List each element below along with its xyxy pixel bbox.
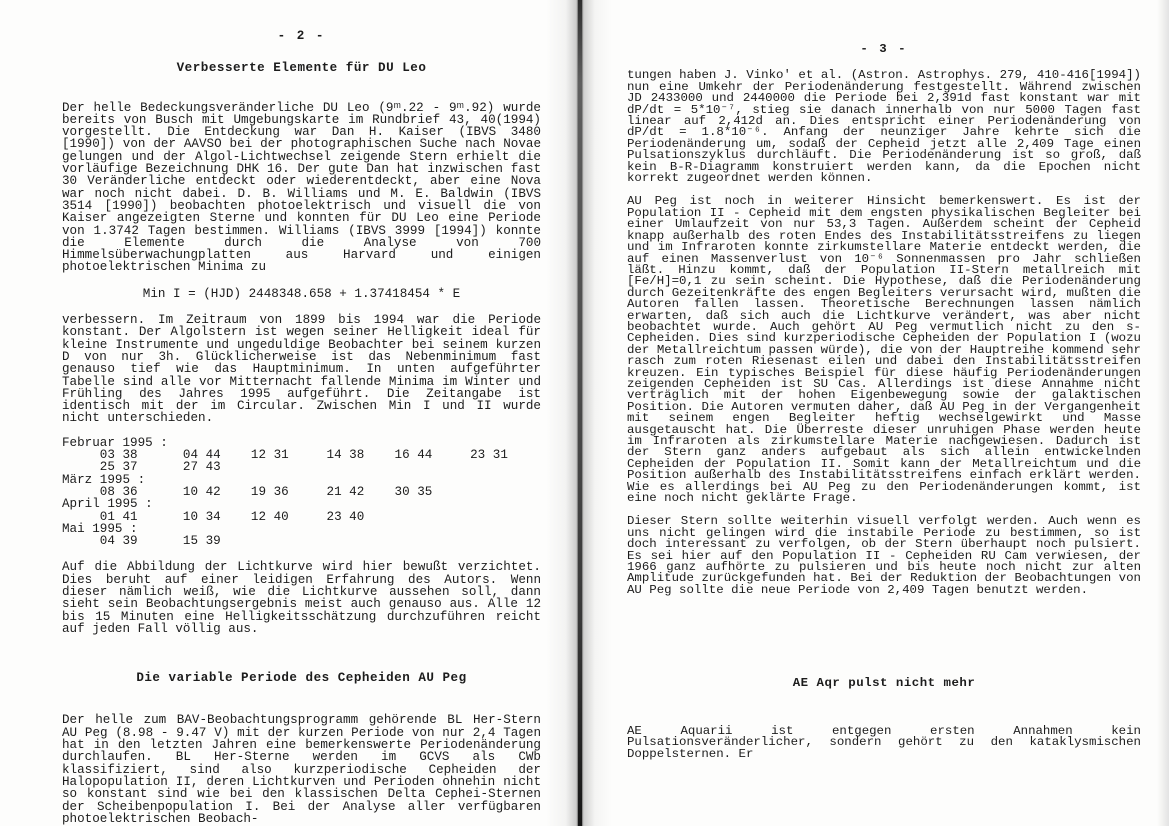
section-title-au-peg: Die variable Periode des Cepheiden AU Peg [136, 671, 467, 686]
minima-table-row: 25 37 27 43 [62, 460, 221, 475]
page-2 [62, 30, 541, 825]
du-leo-paragraph-2: verbessern. Im Zeitraum von 1899 bis 1994 war die Periode konstant. Der Algolstern ist wegen seiner Helligkeit ideal für kleine Instrumente und ungeduldige Beobachter bei seinem kurzen D von nur 3h. Glücklicherweise ist das Nebenminimum fast genauso tief wie das Hauptminimum. In unten aufgeführter Tabelle sind alle vor Mitternacht fallende Minima im Winter und Frühling des Jahres 1995 aufgeführt. Die Zeitangabe ist identisch mit der im Circular. Zwischen Min I und II wurde nicht unterschieden. [62, 313, 541, 426]
minima-table-row: 08 36 10 42 19 36 21 42 30 35 [62, 484, 433, 499]
section-title-ae-aqr: AE Aqr pulst nicht mehr [792, 676, 976, 691]
du-leo-paragraph-3: Auf die Abbildung der Lichtkurve wird hier bewußt verzichtet. Dies beruht auf einer leidigen Erfahrung des Autors. Wenn dieser nämlich weiß, wie die Lichtkurve aussehen soll, dann sieht sein Beobachtungsergebnis meist auch genauso aus. Alle 12 bis 15 Minuten eine Helligkeitsschätzung durchzuführen reicht auf jeden Fall völlig aus. [62, 560, 541, 636]
du-leo-paragraph-1: Der helle Bedeckungsveränderliche DU Leo (9ᵐ.22 - 9ᵐ.92) wurde bereits von Busch mit Umgebungskarte im Rundbrief 43, 40(1994) vorgestellt. Die Entdeckung war Dan H. Kaiser (IBVS 3480 [1990]) von der AAVSO bei der photographischen Suche nach Novae gelungen und der Algol-Lichtwechsel zeigende Stern erhielt die vorläufige Bezeichnung DHK 16. Der gute Dan hat inzwischen fast 30 Veränderliche entdeckt oder wiederentdeckt, aber eine Nova war noch nicht dabei. D. B. Williams und M. E. Baldwin (IBVS 3514 [1990]) beobachten photoelektrisch und visuell die von Kaiser angezeigten Sterne und konnten für DU Leo eine Periode von 1.3742 Tagen bestimmen. Williams (IBVS 3999 [1994]) konnte die Elemente durch die Analyse von 700 Himmelsüberwachungplatten aus Harvard und einigen photoelektrischen Minima zu [62, 100, 541, 275]
minima-table-row: 04 39 15 39 [62, 534, 221, 549]
au-peg-paragraph-2: tungen haben J. Vinko' et al. (Astron. Astrophys. 279, 410-416[1994]) nun eine Umkehr der Periodenänderung festgestellt. Während zwischen JD 2433000 und 2440000 die Periode bei 2,391d fast konstant war mit dP/dt = 5*10⁻⁷, stieg sie danach innerhalb von nur 5000 Tagen fast linear auf 2,412d an. Dies entspricht einer Periodenänderung von dP/dt = 1.8*10⁻⁶. Anfang der neunziger Jahre kehrte sich die Periodenänderung um, sodaß der Cepheid jetzt alle 2,409 Tage einen Pulsationszyklus durchläuft. Die Periodenänderung ist so groß, daß kein B-R-Diagramm konstruiert werden kann, da die Epochen nicht korrekt zugeordnet werden können. [627, 68, 1141, 186]
minima-table-month-maerz: März 1995 : [62, 472, 146, 487]
minima-table-row: 01 41 10 34 12 40 23 40 [62, 509, 365, 524]
book-spine-line [578, 0, 582, 826]
page-2-number: - 2 - [277, 29, 326, 43]
minima-table [62, 437, 541, 548]
page-3 [627, 44, 1141, 760]
minima-table-month-februar: Februar 1995 : [62, 435, 168, 450]
section-title-du-leo: Verbesserte Elemente für DU Leo [176, 61, 427, 76]
minima-table-month-mai: Mai 1995 : [62, 521, 138, 536]
scan-edge-shadow [1157, 0, 1169, 826]
book-gutter-shadow [546, 0, 612, 826]
minima-table-row: 03 38 04 44 12 31 14 38 16 44 23 31 [62, 448, 508, 463]
au-peg-paragraph-1: Der helle zum BAV-Beobachtungsprogramm gehörende BL Her-Stern AU Peg (8.98 - 9.47 V) mit der kurzen Periode von nur 2,4 Tagen hat in den letzten Jahren eine bemerkenswerte Periodenänderung durchlaufen. BL Her-Sterne werden im GCVS als CWb klassifiziert, sind also kurzperiodische Cepheiden der Halopopulation II, deren Lichtkurven und Perioden ohnehin nicht so konstant sind wie bei den klassischen Delta Cephei-Sternen der Scheibenpopulation I. Bei der Analyse aller verfügbaren photoelektrischen Beobach- [62, 713, 541, 826]
page-3-number: - 3 - [860, 42, 908, 56]
ae-aqr-paragraph-1: AE Aquarii ist entgegen ersten Annahmen kein Pulsationsveränderlicher, sondern gehört zu den kataklysmischen Doppelsternen. Er [627, 723, 1141, 761]
du-leo-elements-formula: Min I = (HJD) 2448348.658 + 1.37418454 * E [142, 286, 461, 301]
au-peg-paragraph-3: AU Peg ist noch in weiterer Hinsicht bemerkenswert. Es ist der Population II - Cepheid mit dem engsten physikalischen Begleiter bei einer Umlaufzeit von nur 53,3 Tagen. Außerdem scheint der Cepheid knapp außerhalb des roten Endes des Instabilitätsstreifens zu liegen und im Infraroten konnte zirkumstellare Materie entdeckt werden, die auf einen Massenverlust von 10⁻⁶ Sonnenmassen pro Jahr schließen läßt. Hinzu kommt, daß der Population II-Stern metallreich mit [Fe/H]=0,1 zu sein scheint. Die Hypothese, daß die Periodenänderung durch Gezeitenkräfte des engen Begleiters verursacht wird, mußten die Autoren fallen lassen. Theoretische Berechnungen lassen nämlich erwarten, daß sich auch die Lichtkurve verändert, was aber nicht beobachtet wurde. Auch gehört AU Peg vermutlich nicht zu den s-Cepheiden. Dies sind kurzperiodische Cepheiden der Population I (wozu der Metallreichtum passen würde), die von der Hauptreihe kommend sehr rasch zum roten Riesenast eilen und dabei den Instabilitätsstreifen kreuzen. Ein typisches Beispiel für diese häufig Periodenänderungen zeigenden Cepheiden ist SU Cas. Allerdings ist diese Annahme nicht verträglich mit der hohen Eigenbewegung sowie der galaktischen Position. Die Autoren vermuten daher, daß AU Peg in der Vergangenheit mit seinem engen Begleiter heftig wechselgewirkt und Masse ausgetauscht hat. Die Überreste dieser unruhigen Phase werden heute im Infraroten als zirkumstellare Materie nachgewiesen. Dadurch ist der Stern ganz anders aufgebaut als sich allein entwickelnden Cepheiden der Population II. Somit kann der Metallreichtum und die Position außerhalb des Instabilitätsstreifens einfach erklärt werden. Wie es allerdings bei AU Peg zu den Periodenänderungen kommt, ist eine noch nicht geklärte Frage. [627, 194, 1141, 506]
au-peg-paragraph-4: Dieser Stern sollte weiterhin visuell verfolgt werden. Auch wenn es uns nicht gelingen wird die instabile Periode zu bestimmen, so ist doch interessant zu verfolgen, ob der Stern überhaupt noch pulsiert. Es sei hier auf den Population II - Cepheiden RU Cam verwiesen, der 1966 ganz aufhörte zu pulsieren und bis heute noch nicht zur alten Amplitude zurückgefunden hat. Bei der Reduktion der Beobachtungen von AU Peg sollte die neue Periode von 2,409 Tagen benutzt werden. [627, 514, 1141, 597]
minima-table-month-april: April 1995 : [62, 497, 153, 512]
